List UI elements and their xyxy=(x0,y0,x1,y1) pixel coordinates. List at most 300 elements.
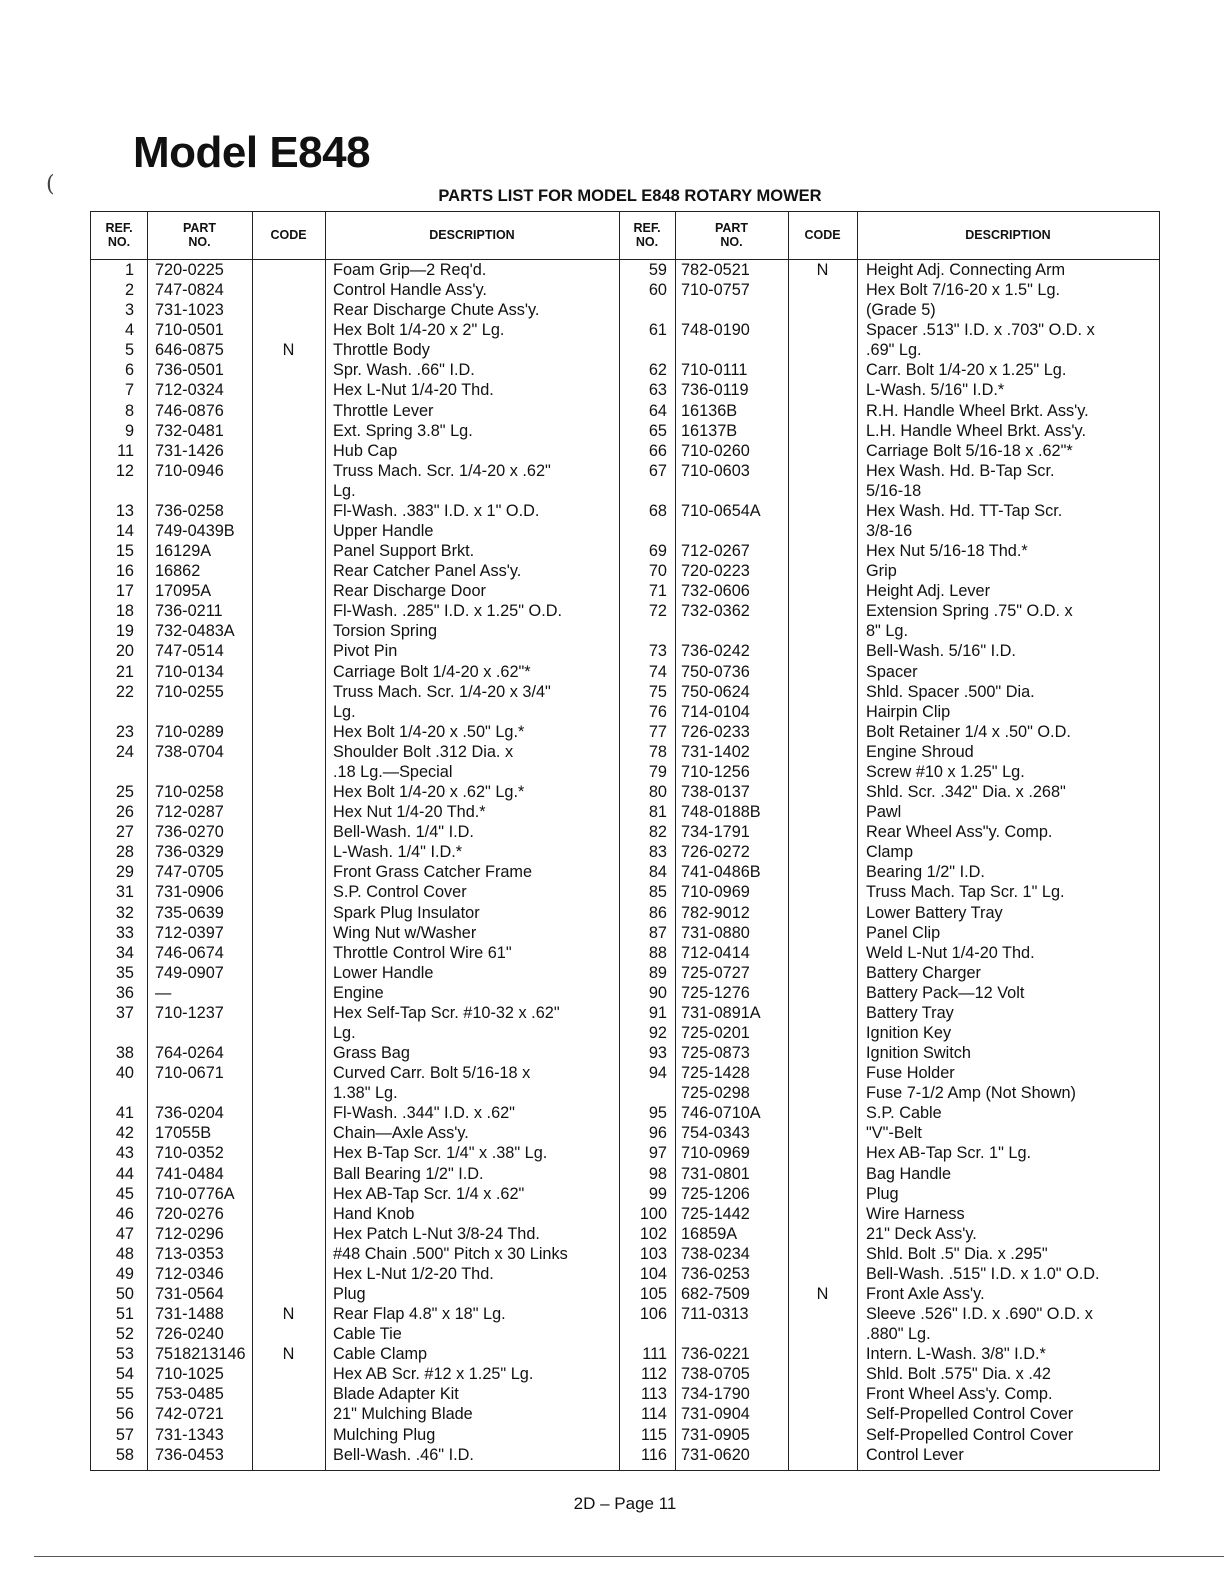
left-desc-cell: Hex AB-Tap Scr. 1/4 x .62" xyxy=(333,1184,525,1203)
table-row xyxy=(91,1023,1159,1043)
left-part-cell: 736-0329 xyxy=(155,843,224,862)
table-row xyxy=(91,1063,1159,1083)
left-desc-cell: Shoulder Bolt .312 Dia. x xyxy=(333,742,514,761)
left-ref-cell: 36 xyxy=(115,983,134,1002)
left-part-cell: 741-0484 xyxy=(155,1164,224,1183)
left-part-cell: 738-0704 xyxy=(155,742,224,761)
left-desc-cell: Hex Bolt 1/4-20 x .62" Lg.* xyxy=(333,783,525,802)
right-desc-cell: Wire Harness xyxy=(866,1204,965,1223)
header-part-no: PART NO. xyxy=(182,221,217,249)
left-desc-cell: Rear Flap 4.8" x 18" Lg. xyxy=(333,1305,506,1324)
right-ref-cell: 84 xyxy=(648,863,667,882)
right-desc-cell: Ignition Switch xyxy=(866,1044,971,1063)
header-ref-no-right: REF. NO. xyxy=(633,221,661,249)
table-row xyxy=(91,601,1159,621)
left-ref-cell: 57 xyxy=(115,1425,134,1444)
right-ref-cell: 83 xyxy=(648,843,667,862)
right-desc-cell: Extension Spring .75" O.D. x xyxy=(866,602,1073,621)
left-part-cell: 749-0439B xyxy=(155,522,235,541)
right-part-cell: 748-0190 xyxy=(681,321,750,340)
right-desc-cell: Self-Propelled Control Cover xyxy=(866,1405,1074,1424)
left-part-cell: 712-0287 xyxy=(155,803,224,822)
left-ref-cell: 16 xyxy=(115,562,134,581)
left-part-cell: 16129A xyxy=(155,542,212,561)
right-ref-cell: 95 xyxy=(648,1104,667,1123)
table-row xyxy=(91,702,1159,722)
left-desc-cell: Lower Handle xyxy=(333,963,434,982)
left-desc-cell: Control Handle Ass'y. xyxy=(333,281,487,300)
left-part-cell: 736-0258 xyxy=(155,501,224,520)
left-desc-cell: Throttle Lever xyxy=(333,401,434,420)
right-desc-cell: Carr. Bolt 1/4-20 x 1.25" Lg. xyxy=(866,361,1067,380)
right-ref-cell: 76 xyxy=(648,702,667,721)
table-row xyxy=(91,822,1159,842)
right-desc-cell: Shld. Bolt .575" Dia. x .42 xyxy=(866,1365,1051,1384)
table-row xyxy=(91,340,1159,360)
right-desc-cell: Panel Clip xyxy=(866,923,941,942)
left-part-cell: 710-0946 xyxy=(155,461,224,480)
right-desc-cell: Hex Nut 5/16-18 Thd.* xyxy=(866,542,1028,561)
table-row xyxy=(91,1083,1159,1103)
left-ref-cell: 3 xyxy=(124,301,134,320)
right-desc-cell: Hex Wash. Hd. TT-Tap Scr. xyxy=(866,501,1063,520)
left-ref-cell: 53 xyxy=(115,1345,134,1364)
right-part-cell: 726-0233 xyxy=(681,722,750,741)
left-part-cell: — xyxy=(155,983,172,1002)
left-part-cell: 710-1025 xyxy=(155,1365,224,1384)
table-row xyxy=(91,983,1159,1003)
table-row xyxy=(91,1404,1159,1424)
right-desc-cell: Battery Charger xyxy=(866,963,981,982)
table-row xyxy=(91,682,1159,702)
right-part-cell: 782-9012 xyxy=(681,903,750,922)
right-part-cell: 734-1790 xyxy=(681,1385,750,1404)
table-row xyxy=(91,541,1159,561)
right-desc-cell: Shld. Scr. .342" Dia. x .268" xyxy=(866,783,1066,802)
right-ref-cell: 82 xyxy=(648,823,667,842)
left-desc-cell: Hand Knob xyxy=(333,1204,415,1223)
right-desc-cell: Height Adj. Lever xyxy=(866,582,990,601)
left-desc-cell: Carriage Bolt 1/4-20 x .62"* xyxy=(333,662,531,681)
right-desc-cell: Bell-Wash. 5/16" I.D. xyxy=(866,642,1016,661)
right-part-cell: 748-0188B xyxy=(681,803,761,822)
left-desc-cell: Rear Catcher Panel Ass'y. xyxy=(333,562,522,581)
left-code-cell: N xyxy=(282,341,295,360)
left-desc-cell: Hex Self-Tap Scr. #10-32 x .62" xyxy=(333,1003,560,1022)
right-desc-cell: R.H. Handle Wheel Brkt. Ass'y. xyxy=(866,401,1089,420)
right-desc-cell: Bolt Retainer 1/4 x .50" O.D. xyxy=(866,722,1071,741)
left-part-cell: 16862 xyxy=(155,562,201,581)
left-part-cell: 726-0240 xyxy=(155,1325,224,1344)
right-part-cell: 732-0362 xyxy=(681,602,750,621)
left-desc-cell: #48 Chain .500" Pitch x 30 Links xyxy=(333,1244,568,1263)
left-desc-cell: Hex Patch L-Nut 3/8-24 Thd. xyxy=(333,1224,540,1243)
table-row xyxy=(91,903,1159,923)
right-desc-cell: 21" Deck Ass'y. xyxy=(866,1224,977,1243)
left-desc-cell: Hex B-Tap Scr. 1/4" x .38" Lg. xyxy=(333,1144,548,1163)
left-ref-cell: 33 xyxy=(115,923,134,942)
left-ref-cell: 40 xyxy=(115,1064,134,1083)
right-part-cell: 712-0414 xyxy=(681,943,750,962)
right-desc-cell: 5/16-18 xyxy=(866,481,922,500)
right-ref-cell: 99 xyxy=(648,1184,667,1203)
right-desc-cell: Bag Handle xyxy=(866,1164,952,1183)
right-desc-cell: Truss Mach. Tap Scr. 1" Lg. xyxy=(866,883,1065,902)
left-desc-cell: .18 Lg.—Special xyxy=(333,762,453,781)
header-part-no-right: PART NO. xyxy=(714,221,749,249)
left-part-cell: 747-0824 xyxy=(155,281,224,300)
right-part-cell: 736-0221 xyxy=(681,1345,750,1364)
left-code-cell: N xyxy=(282,1345,295,1364)
left-desc-cell: Grass Bag xyxy=(333,1044,410,1063)
table-row xyxy=(91,621,1159,641)
left-part-cell: 712-0296 xyxy=(155,1224,224,1243)
right-part-cell: 725-0201 xyxy=(681,1023,750,1042)
left-ref-cell: 58 xyxy=(115,1445,134,1464)
table-row xyxy=(91,943,1159,963)
table-row xyxy=(91,360,1159,380)
table-row xyxy=(91,1364,1159,1384)
left-desc-cell: Throttle Control Wire 61" xyxy=(333,943,512,962)
right-part-cell: 731-0891A xyxy=(681,1003,761,1022)
right-ref-cell: 59 xyxy=(648,261,667,279)
right-part-cell: 736-0242 xyxy=(681,642,750,661)
left-ref-cell: 35 xyxy=(115,963,134,982)
left-desc-cell: S.P. Control Cover xyxy=(333,883,467,902)
left-desc-cell: Throttle Body xyxy=(333,341,430,360)
right-part-cell: 750-0736 xyxy=(681,662,750,681)
left-desc-cell: Fl-Wash. .344" I.D. x .62" xyxy=(333,1104,515,1123)
right-desc-cell: Grip xyxy=(866,562,897,581)
left-desc-cell: Hex L-Nut 1/4-20 Thd. xyxy=(333,381,494,400)
left-desc-cell: Rear Discharge Door xyxy=(333,582,486,601)
left-desc-cell: Spark Plug Insulator xyxy=(333,903,480,922)
table-row xyxy=(91,1244,1159,1264)
left-desc-cell: Hub Cap xyxy=(333,441,398,460)
left-ref-cell: 32 xyxy=(115,903,134,922)
right-ref-cell: 106 xyxy=(639,1305,667,1324)
table-row xyxy=(91,782,1159,802)
right-ref-cell: 115 xyxy=(641,1425,667,1444)
table-row xyxy=(91,1384,1159,1404)
table-row xyxy=(91,882,1159,902)
left-ref-cell: 25 xyxy=(115,783,134,802)
table-row xyxy=(91,581,1159,601)
right-part-cell: 720-0223 xyxy=(681,562,750,581)
right-part-cell: 732-0606 xyxy=(681,582,750,601)
right-desc-cell: Spacer xyxy=(866,662,918,681)
table-row xyxy=(91,481,1159,501)
left-part-cell: 749-0907 xyxy=(155,963,224,982)
right-desc-cell: Bell-Wash. .515" I.D. x 1.0" O.D. xyxy=(866,1264,1100,1283)
right-ref-cell: 88 xyxy=(648,943,667,962)
right-ref-cell: 81 xyxy=(648,803,667,822)
left-part-cell: 736-0501 xyxy=(155,361,224,380)
left-part-cell: 731-0906 xyxy=(155,883,224,902)
table-row xyxy=(91,722,1159,742)
left-desc-cell: Hex Nut 1/4-20 Thd.* xyxy=(333,803,486,822)
right-ref-cell: 79 xyxy=(648,762,667,781)
right-desc-cell: Weld L-Nut 1/4-20 Thd. xyxy=(866,943,1035,962)
right-ref-cell: 78 xyxy=(648,742,667,761)
right-ref-cell: 89 xyxy=(648,963,667,982)
left-part-cell: 720-0225 xyxy=(155,261,224,279)
right-ref-cell: 73 xyxy=(648,642,667,661)
left-ref-cell: 1 xyxy=(124,261,134,279)
right-desc-cell: Control Lever xyxy=(866,1445,964,1464)
left-ref-cell: 11 xyxy=(117,441,134,460)
left-part-cell: 735-0639 xyxy=(155,903,224,922)
left-part-cell: 710-0289 xyxy=(155,722,224,741)
left-part-cell: 731-1488 xyxy=(155,1305,224,1324)
right-part-cell: 710-1256 xyxy=(681,762,750,781)
left-ref-cell: 37 xyxy=(115,1003,134,1022)
table-row xyxy=(91,762,1159,782)
right-ref-cell: 91 xyxy=(648,1003,667,1022)
left-ref-cell: 47 xyxy=(115,1224,134,1243)
right-part-cell: 731-0620 xyxy=(681,1445,750,1464)
table-row xyxy=(91,501,1159,521)
right-part-cell: 725-1276 xyxy=(681,983,750,1002)
left-desc-cell: Ball Bearing 1/2" I.D. xyxy=(333,1164,484,1183)
right-part-cell: 750-0624 xyxy=(681,682,750,701)
right-part-cell: 731-0905 xyxy=(681,1425,750,1444)
table-row xyxy=(91,320,1159,340)
table-row xyxy=(91,1304,1159,1324)
left-desc-cell: Blade Adapter Kit xyxy=(333,1385,459,1404)
left-ref-cell: 26 xyxy=(115,803,134,822)
left-desc-cell: 1.38" Lg. xyxy=(333,1084,398,1103)
right-code-cell: N xyxy=(816,261,829,279)
right-desc-cell: Battery Tray xyxy=(866,1003,954,1022)
left-part-cell: 710-0134 xyxy=(155,662,224,681)
right-part-cell: 731-0880 xyxy=(681,923,750,942)
right-desc-cell: Hex Wash. Hd. B-Tap Scr. xyxy=(866,461,1055,480)
table-row xyxy=(91,1344,1159,1364)
right-desc-cell: "V"-Belt xyxy=(866,1124,922,1143)
left-part-cell: 731-1343 xyxy=(155,1425,224,1444)
left-ref-cell: 14 xyxy=(115,522,134,541)
table-row xyxy=(91,280,1159,300)
left-desc-cell: Cable Tie xyxy=(333,1325,402,1344)
right-desc-cell: Sleeve .526" I.D. x .690" O.D. x xyxy=(866,1305,1093,1324)
header-code: CODE xyxy=(270,228,307,242)
right-desc-cell: Ignition Key xyxy=(866,1023,952,1042)
right-desc-cell: Hex AB-Tap Scr. 1" Lg. xyxy=(866,1144,1032,1163)
left-part-cell: 746-0876 xyxy=(155,401,224,420)
right-part-cell: 726-0272 xyxy=(681,843,750,862)
left-ref-cell: 9 xyxy=(124,421,134,440)
right-ref-cell: 93 xyxy=(648,1044,667,1063)
left-ref-cell: 42 xyxy=(115,1124,134,1143)
parts-table xyxy=(90,211,1160,1471)
left-ref-cell: 2 xyxy=(124,281,134,300)
left-part-cell: 710-0776A xyxy=(155,1184,235,1203)
table-row xyxy=(91,401,1159,421)
left-desc-cell: Lg. xyxy=(333,1023,356,1042)
left-ref-cell: 19 xyxy=(115,622,134,641)
right-part-cell: 725-0873 xyxy=(681,1044,750,1063)
right-part-cell: 16137B xyxy=(681,421,738,440)
right-desc-cell: 3/8-16 xyxy=(866,522,913,541)
left-desc-cell: Lg. xyxy=(333,702,356,721)
left-ref-cell: 51 xyxy=(115,1305,134,1324)
left-desc-cell: Rear Discharge Chute Ass'y. xyxy=(333,301,540,320)
right-desc-cell: Hex Bolt 7/16-20 x 1.5" Lg. xyxy=(866,281,1061,300)
right-part-cell: 754-0343 xyxy=(681,1124,750,1143)
left-ref-cell: 29 xyxy=(115,863,134,882)
left-ref-cell: 54 xyxy=(115,1365,134,1384)
left-ref-cell: 27 xyxy=(115,823,134,842)
left-desc-cell: Hex L-Nut 1/2-20 Thd. xyxy=(333,1264,494,1283)
left-desc-cell: Wing Nut w/Washer xyxy=(333,923,477,942)
table-row xyxy=(91,260,1159,280)
right-ref-cell: 75 xyxy=(648,682,667,701)
right-part-cell: 710-0603 xyxy=(681,461,750,480)
table-row xyxy=(91,1143,1159,1163)
right-ref-cell: 74 xyxy=(648,662,667,681)
table-row xyxy=(91,1425,1159,1445)
right-desc-cell: Height Adj. Connecting Arm xyxy=(866,261,1066,279)
right-ref-cell: 116 xyxy=(641,1445,667,1464)
left-part-cell: 710-0255 xyxy=(155,682,224,701)
right-part-cell: 710-0969 xyxy=(681,1144,750,1163)
right-part-cell: 16859A xyxy=(681,1224,738,1243)
left-part-cell: 731-0564 xyxy=(155,1284,224,1303)
left-desc-cell: Fl-Wash. .383" I.D. x 1" O.D. xyxy=(333,501,540,520)
right-ref-cell: 64 xyxy=(648,401,667,420)
header-ref-no: REF. NO. xyxy=(105,221,133,249)
left-desc-cell: Chain—Axle Ass'y. xyxy=(333,1124,469,1143)
right-code-cell: N xyxy=(816,1284,829,1303)
right-ref-cell: 62 xyxy=(648,361,667,380)
right-desc-cell: Intern. L-Wash. 3/8" I.D.* xyxy=(866,1345,1046,1364)
left-part-cell: 710-0671 xyxy=(155,1064,224,1083)
right-part-cell: 731-0904 xyxy=(681,1405,750,1424)
left-desc-cell: Bell-Wash. .46" I.D. xyxy=(333,1445,474,1464)
right-part-cell: 725-0727 xyxy=(681,963,750,982)
right-ref-cell: 113 xyxy=(641,1385,667,1404)
left-part-cell: 736-0270 xyxy=(155,823,224,842)
left-ref-cell: 4 xyxy=(124,321,134,340)
left-part-cell: 712-0397 xyxy=(155,923,224,942)
left-ref-cell: 49 xyxy=(115,1264,134,1283)
right-ref-cell: 112 xyxy=(641,1365,667,1384)
right-desc-cell: Plug xyxy=(866,1184,899,1203)
left-ref-cell: 24 xyxy=(115,742,134,761)
left-desc-cell: Fl-Wash. .285" I.D. x 1.25" O.D. xyxy=(333,602,563,621)
left-desc-cell: Bell-Wash. 1/4" I.D. xyxy=(333,823,474,842)
table-row xyxy=(91,1123,1159,1143)
left-ref-cell: 46 xyxy=(115,1204,134,1223)
left-part-cell: 713-0353 xyxy=(155,1244,224,1263)
left-part-cell: 753-0485 xyxy=(155,1385,224,1404)
table-row xyxy=(91,380,1159,400)
table-row xyxy=(91,862,1159,882)
table-row xyxy=(91,1445,1159,1465)
right-part-cell: 710-0969 xyxy=(681,883,750,902)
parts-list-subtitle: PARTS LIST FOR MODEL E848 ROTARY MOWER xyxy=(438,187,822,205)
left-ref-cell: 20 xyxy=(115,642,134,661)
table-row xyxy=(91,300,1159,320)
left-ref-cell: 5 xyxy=(124,341,134,360)
left-desc-cell: Panel Support Brkt. xyxy=(333,542,475,561)
right-desc-cell: Shld. Spacer .500" Dia. xyxy=(866,682,1035,701)
right-ref-cell: 97 xyxy=(648,1144,667,1163)
right-part-cell: 736-0119 xyxy=(681,381,749,400)
left-part-cell: 747-0514 xyxy=(155,642,224,661)
right-part-cell: 731-0801 xyxy=(681,1164,750,1183)
left-ref-cell: 7 xyxy=(124,381,134,400)
right-ref-cell: 72 xyxy=(648,602,667,621)
right-desc-cell: Fuse 7-1/2 Amp (Not Shown) xyxy=(866,1084,1076,1103)
left-ref-cell: 28 xyxy=(115,843,134,862)
left-ref-cell: 12 xyxy=(115,461,134,480)
table-row xyxy=(91,521,1159,541)
left-desc-cell: Engine xyxy=(333,983,384,1002)
left-ref-cell: 21 xyxy=(115,662,134,681)
right-part-cell: 714-0104 xyxy=(681,702,750,721)
right-part-cell: 734-1791 xyxy=(681,823,750,842)
left-desc-cell: Curved Carr. Bolt 5/16-18 x xyxy=(333,1064,531,1083)
left-part-cell: 736-0204 xyxy=(155,1104,224,1123)
right-ref-cell: 104 xyxy=(639,1264,667,1283)
table-row xyxy=(91,1103,1159,1123)
left-ref-cell: 18 xyxy=(115,602,134,621)
page-title: Model E848 xyxy=(133,128,371,177)
left-part-cell: 731-1023 xyxy=(155,301,224,320)
table-row xyxy=(91,802,1159,822)
left-desc-cell: 21" Mulching Blade xyxy=(333,1405,473,1424)
page-footer: 2D – Page 11 xyxy=(573,1494,677,1513)
left-desc-cell: Mulching Plug xyxy=(333,1425,436,1444)
left-ref-cell: 6 xyxy=(124,361,134,380)
right-part-cell: 725-1442 xyxy=(681,1204,750,1223)
right-desc-cell: Engine Shroud xyxy=(866,742,974,761)
left-desc-cell: Ext. Spring 3.8" Lg. xyxy=(333,421,473,440)
table-row xyxy=(91,1264,1159,1284)
right-desc-cell: Shld. Bolt .5" Dia. x .295" xyxy=(866,1244,1048,1263)
right-desc-cell: .880" Lg. xyxy=(866,1325,931,1344)
right-desc-cell: L.H. Handle Wheel Brkt. Ass'y. xyxy=(866,421,1086,440)
table-row xyxy=(91,1224,1159,1244)
left-desc-cell: Foam Grip—2 Req'd. xyxy=(333,261,487,279)
right-ref-cell: 77 xyxy=(648,722,667,741)
right-ref-cell: 63 xyxy=(648,381,667,400)
left-ref-cell: 23 xyxy=(115,722,134,741)
left-part-cell: 746-0674 xyxy=(155,943,224,962)
left-ref-cell: 56 xyxy=(115,1405,134,1424)
table-row xyxy=(91,641,1159,661)
table-row xyxy=(91,923,1159,943)
right-ref-cell: 100 xyxy=(639,1204,667,1223)
right-ref-cell: 68 xyxy=(648,501,667,520)
left-ref-cell: 15 xyxy=(115,542,134,561)
right-ref-cell: 105 xyxy=(639,1284,667,1303)
left-ref-cell: 52 xyxy=(115,1325,134,1344)
table-row xyxy=(91,1043,1159,1063)
right-desc-cell: (Grade 5) xyxy=(866,301,936,320)
right-desc-cell: Battery Pack—12 Volt xyxy=(866,983,1025,1002)
right-part-cell: 738-0705 xyxy=(681,1365,750,1384)
left-ref-cell: 31 xyxy=(115,883,134,902)
left-ref-cell: 8 xyxy=(124,401,134,420)
left-part-cell: 710-0258 xyxy=(155,783,224,802)
right-ref-cell: 66 xyxy=(648,441,667,460)
right-part-cell: 712-0267 xyxy=(681,542,750,561)
header-code-right: CODE xyxy=(804,228,841,242)
right-part-cell: 725-1428 xyxy=(681,1064,750,1083)
